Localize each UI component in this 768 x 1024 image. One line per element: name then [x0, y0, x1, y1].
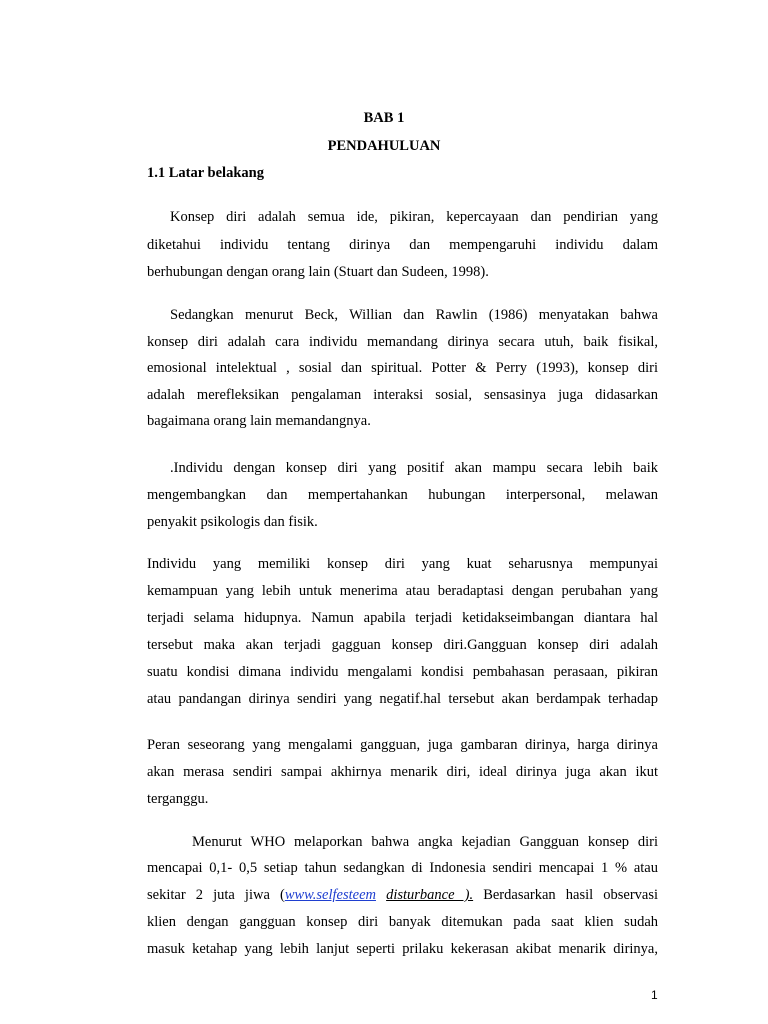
paragraph-5-line: Peran seseorang yang mengalami gangguan, juga gambaran dirinya, harga dirinya: [147, 737, 658, 753]
paragraph-4-line: kemampuan yang lebih untuk menerima atau beradaptasi dengan perubahan yang: [147, 583, 658, 599]
paragraph-6-line: klien dengan gangguan konsep diri banyak ditemukan pada saat klien sudah: [147, 914, 658, 930]
paragraph-6-line: Menurut WHO melaporkan bahwa angka kejadian Gangguan konsep diri: [192, 834, 658, 850]
citation-prefix: sekitar 2 juta jiwa (: [147, 887, 285, 903]
paragraph-1-line: diketahui individu tentang dirinya dan mempengaruhi individu dalam: [147, 237, 658, 253]
paragraph-6-line: mencapai 0,1- 0,5 setiap tahun sedangkan di Indonesia sendiri mencapai 1 % atau: [147, 860, 658, 876]
paragraph-2-line: konsep diri adalah cara individu memandang dirinya secara utuh, baik fisikal,: [147, 334, 658, 350]
paragraph-2-line: bagaimana orang lain memandangnya.: [147, 413, 371, 429]
paragraph-4-line: tersebut maka akan terjadi gagguan konsep diri.Gangguan konsep diri adalah: [147, 637, 658, 653]
citation-suffix: Berdasarkan hasil observasi: [473, 887, 659, 903]
section-heading: 1.1 Latar belakang: [147, 165, 264, 181]
paragraph-5-line: terganggu.: [147, 791, 209, 807]
paragraph-4-line: suatu kondisi dimana individu mengalami kondisi pembahasan perasaan, pikiran: [147, 664, 658, 680]
chapter-heading: BAB 1: [363, 110, 405, 126]
paragraph-1-line: Konsep diri adalah semua ide, pikiran, kepercayaan dan pendirian yang: [170, 209, 658, 225]
paragraph-4-line: atau pandangan dirinya sendiri yang negatif.hal tersebut akan berdampak terhadap: [147, 691, 658, 707]
chapter-title: PENDAHULUAN: [327, 138, 441, 154]
paragraph-2-line: adalah merefleksikan pengalaman interaksi sosial, sensasinya juga didasarkan: [147, 387, 658, 403]
paragraph-1-line: berhubungan dengan orang lain (Stuart dan Sudeen, 1998).: [147, 264, 489, 280]
paragraph-3-line: penyakit psikologis dan fisik.: [147, 514, 318, 530]
paragraph-2-line: Sedangkan menurut Beck, Willian dan Rawlin (1986) menyatakan bahwa: [170, 307, 658, 323]
disturbance-text: disturbance ).: [386, 887, 474, 903]
paragraph-3-line: .Individu dengan konsep diri yang positif akan mampu secara lebih baik: [170, 460, 658, 476]
paragraph-4-line: Individu yang memiliki konsep diri yang kuat seharusnya mempunyai: [147, 556, 658, 572]
paragraph-6-line: masuk ketahap yang lebih lanjut seperti prilaku kekerasan akibat menarik dirinya,: [147, 941, 658, 957]
paragraph-6-line: [147, 886, 658, 904]
page-number: 1: [651, 988, 658, 1002]
paragraph-2-line: emosional intelektual , sosial dan spiritual. Potter & Perry (1993), konsep diri: [147, 360, 658, 376]
paragraph-3-line: mengembangkan dan mempertahankan hubungan interpersonal, melawan: [147, 487, 658, 503]
selfesteem-link[interactable]: www.selfesteem: [284, 887, 376, 903]
citation-space: [376, 887, 386, 903]
paragraph-4-line: terjadi selama hidupnya. Namun apabila terjadi ketidakseimbangan diantara hal: [147, 610, 658, 626]
paragraph-5-line: akan merasa sendiri sampai akhirnya menarik diri, ideal dirinya juga akan ikut: [147, 764, 658, 780]
